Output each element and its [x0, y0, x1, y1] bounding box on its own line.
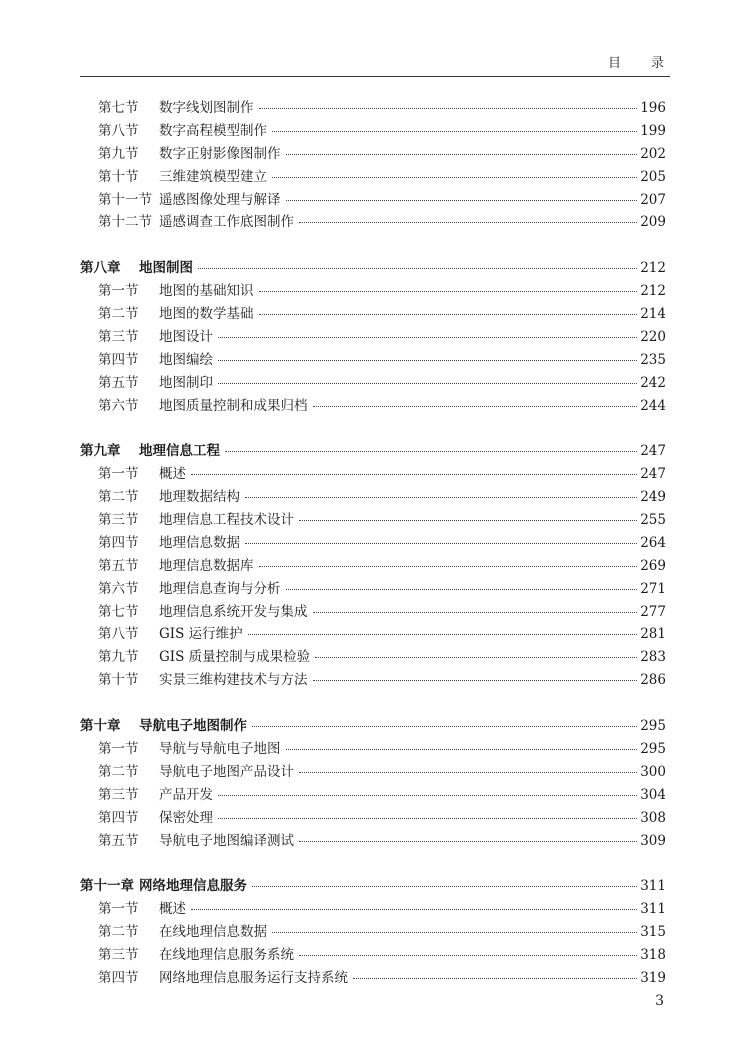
toc-spacer: [80, 234, 666, 257]
toc-section-entry[interactable]: [80, 578, 666, 601]
toc-entry-title: 地理信息数据: [159, 534, 240, 551]
toc-chapter-entry[interactable]: [80, 875, 666, 898]
toc-section-entry[interactable]: [80, 486, 666, 509]
toc-entry-title: 数字高程模型制作: [159, 122, 267, 139]
dot-leader: [313, 405, 638, 407]
toc-entry-number: 第九节: [98, 649, 139, 666]
dot-leader: [225, 450, 637, 452]
toc-entry-page: 220: [640, 328, 666, 345]
toc-entry-page: 196: [640, 100, 666, 116]
dot-leader: [272, 130, 637, 132]
toc-section-entry[interactable]: [80, 944, 666, 967]
toc-entry-number: 第三节: [98, 786, 139, 803]
toc-section-entry[interactable]: [80, 189, 666, 212]
toc-entry-title: GIS 质量控制与成果检验: [159, 649, 311, 666]
dot-leader: [218, 382, 637, 384]
toc-entry-page: 212: [640, 260, 666, 277]
toc-entry-page: 311: [640, 901, 666, 918]
toc-entry-title: 导航与导航电子地图: [159, 740, 281, 757]
toc-entry-title: GIS 运行维护: [159, 626, 243, 643]
toc-entry-page: 212: [640, 283, 666, 300]
toc-entry-number: 第六节: [98, 397, 139, 414]
dot-leader: [272, 176, 637, 178]
toc-entry-page: 199: [640, 122, 666, 139]
toc-entry-title: 保密处理: [159, 809, 213, 826]
toc-entry-number: 第八章: [80, 260, 121, 277]
toc-entry-page: 205: [640, 168, 666, 185]
toc-entry-title: 遥感图像处理与解译: [159, 191, 281, 208]
toc-section-entry[interactable]: [80, 97, 666, 120]
toc-entry-page: 235: [640, 351, 666, 368]
dot-leader: [353, 977, 637, 979]
toc-entry-page: 247: [640, 443, 666, 460]
toc-spacer: [80, 417, 666, 440]
header-rule: [80, 76, 670, 77]
toc-entry-title: 遥感调查工作底图制作: [159, 214, 294, 231]
dot-leader: [259, 107, 638, 109]
dot-leader: [218, 359, 637, 361]
toc-entry-page: 277: [640, 603, 666, 620]
toc-entry-number: 第四节: [98, 534, 139, 551]
toc-entry-number: 第二节: [98, 763, 139, 780]
toc-entry-number: 第十章: [80, 718, 121, 735]
toc-entry-title: 地理信息系统开发与集成: [159, 603, 308, 620]
toc-entry-title: 地理信息查询与分析: [159, 580, 281, 597]
toc-entry-title: 地理信息数据库: [159, 557, 254, 574]
toc-entry-page: 247: [640, 466, 666, 483]
toc-entry-title: 地图设计: [159, 328, 213, 345]
toc-entry-page: 281: [640, 626, 666, 643]
dot-leader: [272, 931, 637, 933]
toc-entry-number: 第十节: [98, 168, 139, 185]
dot-leader: [286, 199, 638, 201]
toc-spacer: [80, 852, 666, 875]
toc-entry-page: 318: [640, 946, 666, 963]
toc-section-entry[interactable]: [80, 120, 666, 143]
dot-leader: [299, 954, 637, 956]
toc-entry-title: 地图制图: [139, 260, 193, 277]
toc-entry-title: 网络地理信息服务: [139, 878, 247, 895]
toc-entry-page: 209: [640, 214, 666, 231]
toc-entry-page: 269: [640, 557, 666, 574]
toc-section-entry[interactable]: [80, 601, 666, 624]
toc-entry-title: 地图制印: [159, 374, 213, 391]
toc-entry-number: 第十节: [98, 672, 139, 689]
toc-entry-page: 214: [640, 306, 666, 323]
dot-leader: [191, 908, 637, 910]
toc-entry-title: 产品开发: [159, 786, 213, 803]
toc-entry-title: 在线地理信息数据: [159, 924, 267, 941]
dot-leader: [248, 633, 637, 635]
dot-leader: [299, 519, 637, 521]
toc-entry-title: 导航电子地图产品设计: [159, 763, 294, 780]
dot-leader: [218, 817, 637, 819]
header-left-char: 目: [607, 56, 621, 71]
toc-entry-page: 255: [640, 512, 666, 529]
dot-leader: [286, 748, 638, 750]
dot-leader: [313, 611, 638, 613]
toc-entry-page: 311: [640, 878, 666, 895]
dot-leader: [252, 725, 637, 727]
toc-entry-page: 271: [640, 580, 666, 597]
page-number: 3: [655, 993, 664, 1009]
toc-section-entry[interactable]: [80, 303, 666, 326]
toc-entry-number: 第七节: [98, 100, 139, 116]
toc-entry-page: 242: [640, 374, 666, 391]
dot-leader: [286, 153, 638, 155]
toc-entry-title: 地图质量控制和成果归档: [159, 397, 308, 414]
table-of-contents: [80, 97, 666, 990]
toc-section-entry[interactable]: [80, 463, 666, 486]
dot-leader: [299, 771, 637, 773]
dot-leader: [315, 656, 637, 658]
toc-section-entry[interactable]: [80, 669, 666, 692]
dot-leader: [218, 794, 637, 796]
toc-entry-title: 导航电子地图编译测试: [159, 832, 294, 849]
toc-section-entry[interactable]: [80, 211, 666, 234]
toc-entry-number: 第四节: [98, 809, 139, 826]
toc-entry-page: 286: [640, 672, 666, 689]
toc-entry-number: 第一节: [98, 283, 139, 300]
toc-entry-number: 第五节: [98, 832, 139, 849]
running-header: [608, 52, 664, 71]
toc-section-entry[interactable]: [80, 830, 666, 853]
dot-leader: [313, 679, 638, 681]
dot-leader: [218, 336, 637, 338]
toc-entry-page: 249: [640, 489, 666, 506]
toc-section-entry[interactable]: [80, 784, 666, 807]
toc-entry-number: 第三节: [98, 328, 139, 345]
toc-section-entry[interactable]: [80, 372, 666, 395]
toc-entry-page: 319: [640, 969, 666, 986]
toc-entry-title: 概述: [159, 466, 186, 483]
toc-entry-title: 概述: [159, 901, 186, 918]
toc-entry-title: 地图的基础知识: [159, 283, 254, 300]
toc-entry-page: 300: [640, 763, 666, 780]
dot-leader: [286, 588, 638, 590]
toc-section-entry[interactable]: [80, 646, 666, 669]
dot-leader: [198, 267, 637, 269]
toc-section-entry[interactable]: [80, 921, 666, 944]
toc-entry-number: 第九章: [80, 443, 121, 460]
toc-entry-number: 第五节: [98, 374, 139, 391]
toc-entry-title: 网络地理信息服务运行支持系统: [159, 969, 348, 986]
toc-entry-number: 第四节: [98, 969, 139, 986]
dot-leader: [299, 840, 637, 842]
toc-entry-title: 数字线划图制作: [159, 100, 254, 116]
toc-chapter-entry[interactable]: [80, 440, 666, 463]
toc-entry-page: 315: [640, 924, 666, 941]
dot-leader: [259, 290, 638, 292]
dot-leader: [245, 542, 637, 544]
toc-entry-page: 309: [640, 832, 666, 849]
toc-section-entry[interactable]: [80, 326, 666, 349]
toc-section-entry[interactable]: [80, 349, 666, 372]
toc-section-entry[interactable]: [80, 166, 666, 189]
toc-section-entry[interactable]: [80, 280, 666, 303]
dot-leader: [259, 565, 638, 567]
toc-section-entry[interactable]: [80, 967, 666, 990]
toc-entry-number: 第一节: [98, 901, 139, 918]
toc-chapter-entry[interactable]: [80, 257, 666, 280]
toc-entry-number: 第八节: [98, 626, 139, 643]
toc-section-entry[interactable]: [80, 738, 666, 761]
toc-entry-title: 地理信息工程技术设计: [159, 512, 294, 529]
toc-entry-number: 第一节: [98, 740, 139, 757]
toc-entry-page: 207: [640, 191, 666, 208]
toc-entry-title: 地图的数学基础: [159, 306, 254, 323]
toc-section-entry[interactable]: [80, 395, 666, 418]
toc-section-entry[interactable]: [80, 623, 666, 646]
toc-chapter-entry[interactable]: [80, 715, 666, 738]
toc-section-entry[interactable]: [80, 555, 666, 578]
toc-entry-page: 244: [640, 397, 666, 414]
dot-leader: [299, 221, 637, 223]
dot-leader: [252, 885, 637, 887]
toc-entry-number: 第十二节: [98, 214, 152, 231]
toc-entry-number: 第四节: [98, 351, 139, 368]
toc-entry-number: 第三节: [98, 512, 139, 529]
header-right-char: 录: [650, 56, 664, 71]
toc-entry-number: 第二节: [98, 924, 139, 941]
toc-entry-number: 第三节: [98, 946, 139, 963]
toc-entry-page: 304: [640, 786, 666, 803]
toc-entry-page: 295: [640, 740, 666, 757]
toc-entry-page: 283: [640, 649, 666, 666]
toc-entry-title: 导航电子地图制作: [139, 718, 247, 735]
toc-entry-number: 第五节: [98, 557, 139, 574]
toc-entry-page: 264: [640, 534, 666, 551]
toc-entry-number: 第二节: [98, 306, 139, 323]
toc-section-entry[interactable]: [80, 898, 666, 921]
toc-entry-number: 第二节: [98, 489, 139, 506]
toc-entry-title: 三维建筑模型建立: [159, 168, 267, 185]
toc-section-entry[interactable]: [80, 807, 666, 830]
toc-spacer: [80, 692, 666, 715]
toc-entry-number: 第八节: [98, 122, 139, 139]
toc-entry-title: 数字正射影像图制作: [159, 145, 281, 162]
toc-section-entry[interactable]: [80, 143, 666, 166]
toc-entry-title: 地理信息工程: [139, 443, 220, 460]
toc-entry-page: 308: [640, 809, 666, 826]
toc-entry-page: 295: [640, 718, 666, 735]
toc-section-entry[interactable]: [80, 761, 666, 784]
toc-entry-number: 第六节: [98, 580, 139, 597]
toc-section-entry[interactable]: [80, 532, 666, 555]
toc-entry-number: 第一节: [98, 466, 139, 483]
toc-entry-page: 202: [640, 145, 666, 162]
dot-leader: [245, 496, 637, 498]
dot-leader: [259, 313, 638, 315]
dot-leader: [191, 473, 637, 475]
toc-entry-number: 第九节: [98, 145, 139, 162]
toc-entry-title: 地图编绘: [159, 351, 213, 368]
toc-entry-number: 第十一节: [98, 191, 152, 208]
toc-entry-number: 第七节: [98, 603, 139, 620]
toc-entry-title: 在线地理信息服务系统: [159, 946, 294, 963]
toc-entry-number: 第十一章: [80, 878, 134, 895]
toc-section-entry[interactable]: [80, 509, 666, 532]
toc-entry-title: 地理数据结构: [159, 489, 240, 506]
toc-entry-title: 实景三维构建技术与方法: [159, 672, 308, 689]
